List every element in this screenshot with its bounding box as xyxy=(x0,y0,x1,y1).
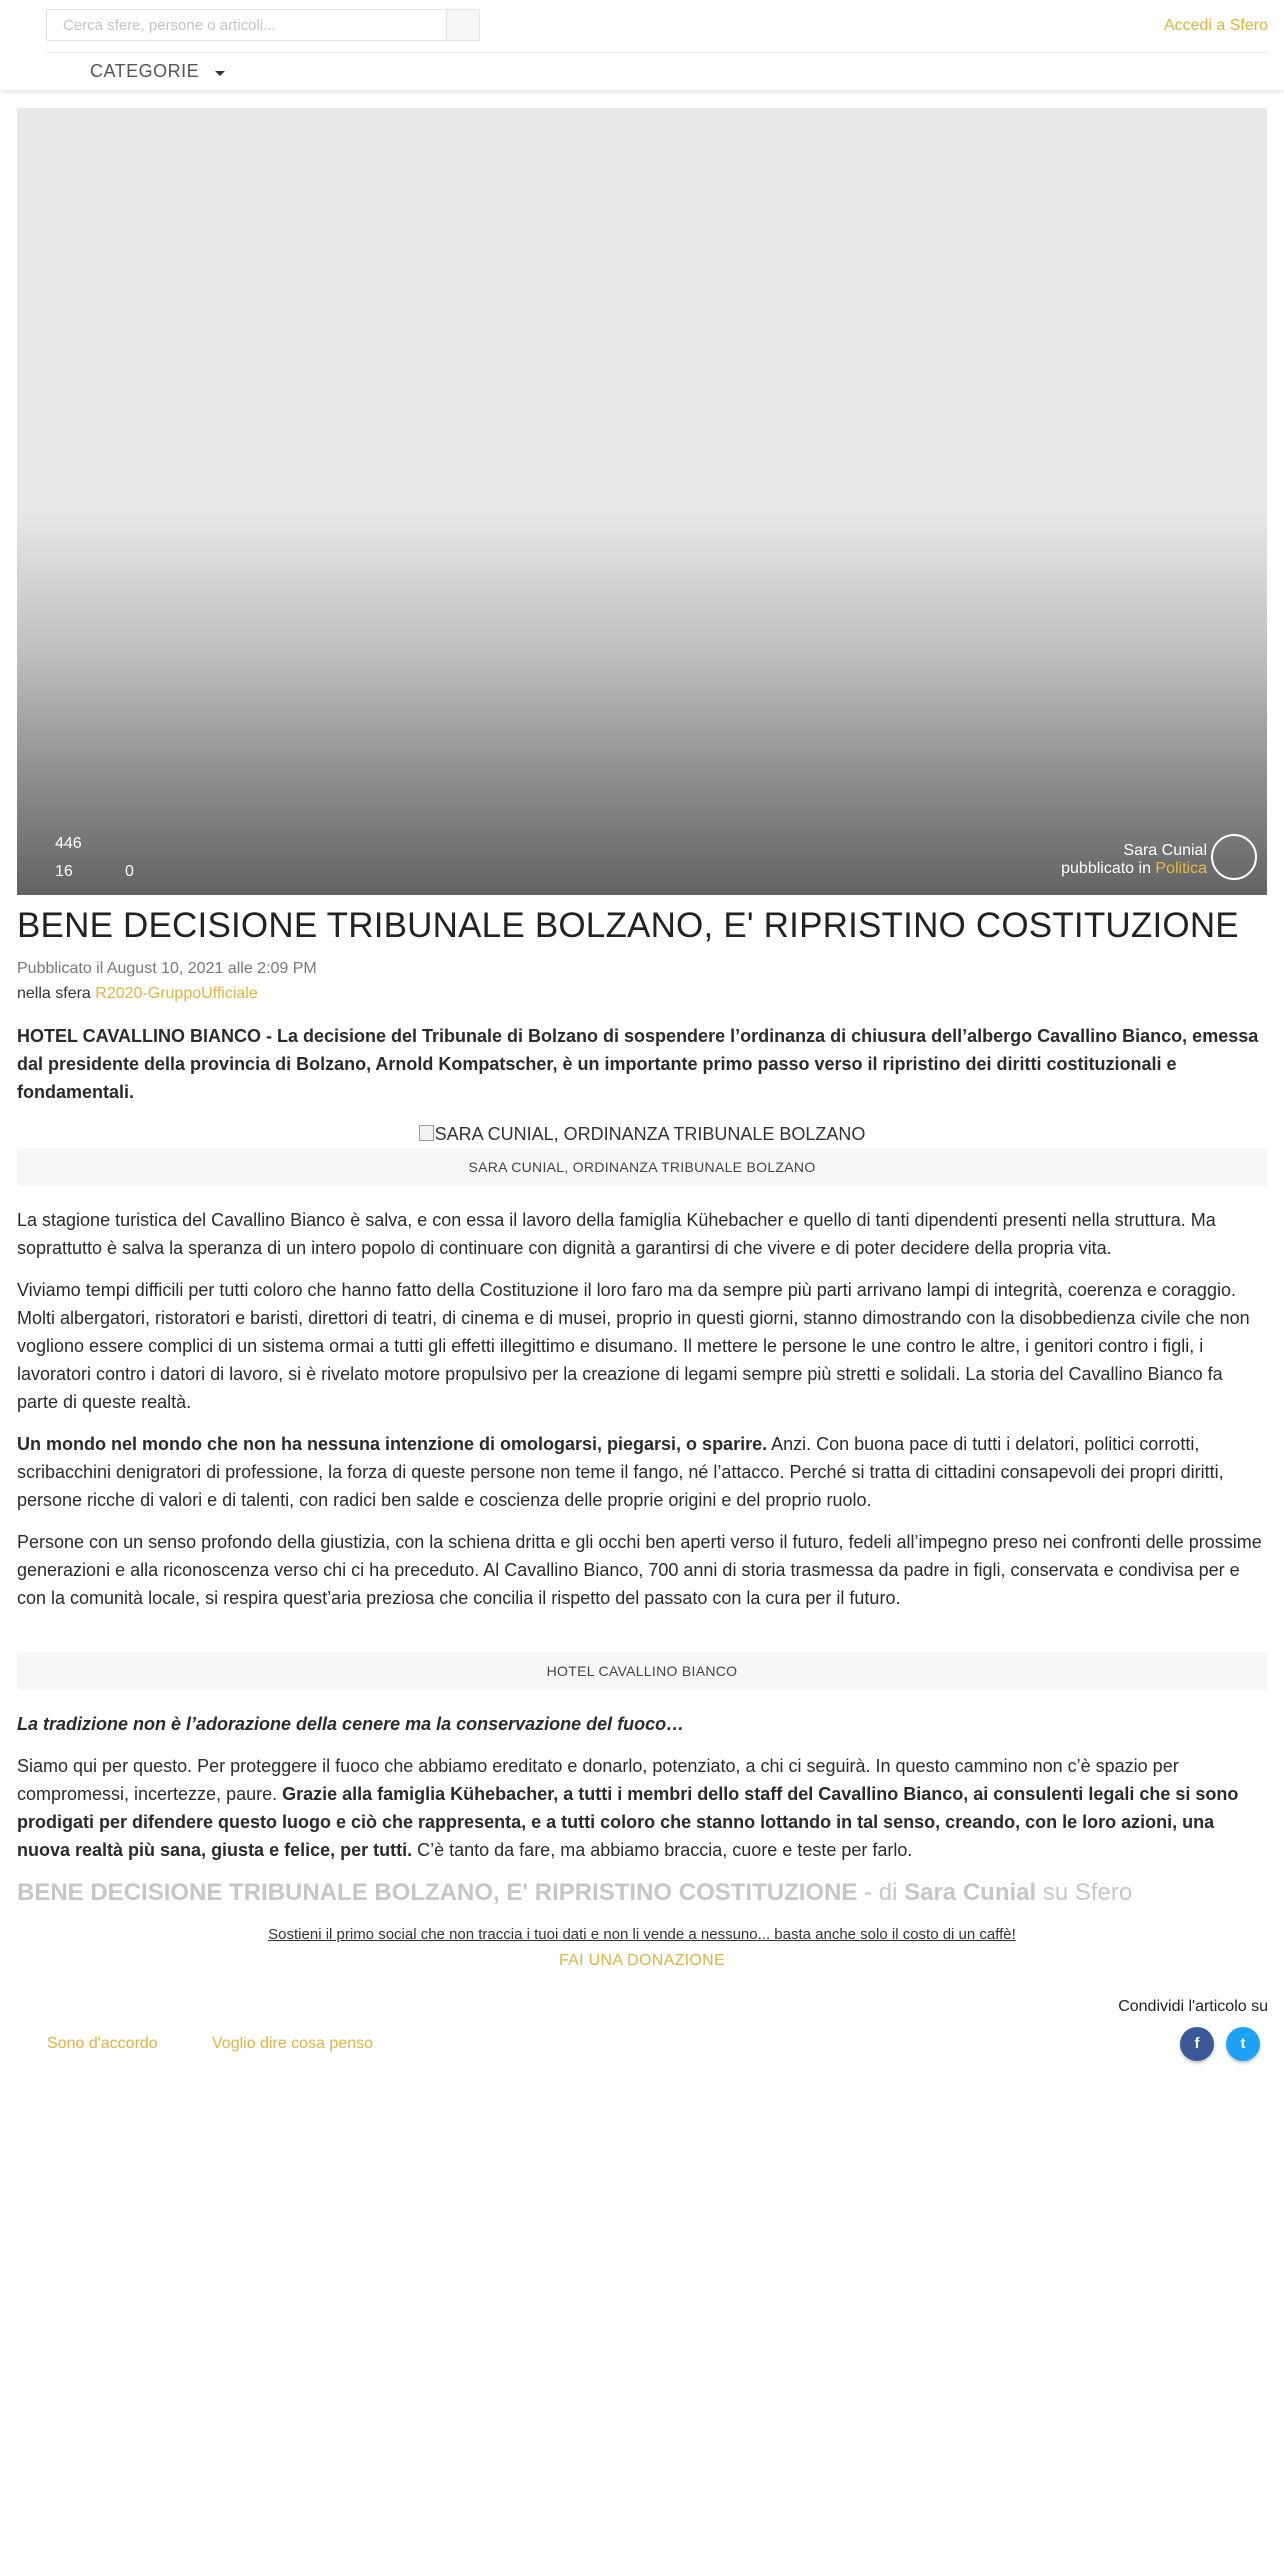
article-body xyxy=(17,1022,1267,1908)
author-info xyxy=(1061,842,1207,878)
paragraph-bold: Grazie alla famiglia Kühebacher, a tutti i membri dello staff del Cavallino Bianco, ai consulenti legali che si sono prodigati per difendere questo luogo e ciò che rappresenta, e a tutti coloro che stanno lottando in tal senso, creando, con le loro azioni, una nuova realtà più sana, giusta e felice, per tutti. xyxy=(17,1784,1239,1860)
article-image xyxy=(17,1120,1267,1148)
paragraph-text: C’è tanto da fare, ma abbiamo braccia, cuore e teste per farlo. xyxy=(412,1840,913,1860)
published-in xyxy=(1061,860,1207,878)
agree-button[interactable]: Sono d'accordo xyxy=(47,2035,158,2052)
quote: La tradizione non è l’adorazione della cenere ma la conservazione del fuoco… xyxy=(17,1714,685,1734)
views-count: 446 xyxy=(55,835,82,852)
published-in-prefix: pubblicato in xyxy=(1061,860,1151,877)
author-name[interactable]: Sara Cunial xyxy=(1123,842,1207,859)
image-spacer xyxy=(17,1626,1267,1652)
paragraph-bold: Un mondo nel mondo che non ha nessuna intenzione di omologarsi, piegarsi, o sparire. xyxy=(17,1434,768,1454)
image-alt-text: SARA CUNIAL, ORDINANZA TRIBUNALE BOLZANO xyxy=(434,1124,866,1144)
facebook-share-icon[interactable]: f xyxy=(1180,2027,1214,2061)
publish-date: Pubblicato il August 10, 2021 alle 2:09 PM xyxy=(17,960,317,977)
paragraph: La stagione turistica del Cavallino Bianco è salva, e con essa il lavoro della famiglia Kühebacher e quello di tanti dipendenti presenti nella struttura. Ma soprattutto è salva la speranza di un intero popolo di continuare con dignità a garantirsi di che vivere e di poter decidere della propria vita. xyxy=(17,1210,1216,1258)
comment-button[interactable]: Voglio dire cosa penso xyxy=(212,2035,373,2052)
navbar-divider xyxy=(46,52,1268,53)
category-link[interactable]: Politica xyxy=(1155,860,1207,877)
chevron-down-icon[interactable] xyxy=(215,71,225,76)
article-title: BENE DECISIONE TRIBUNALE BOLZANO, E' RIPRISTINO COSTITUZIONE xyxy=(17,906,1239,945)
paragraph: Viviamo tempi difficili per tutti coloro che hanno fatto della Costituzione il loro faro ma da sempre più parti arrivano lampi di integrità, coerenza e coraggio. Molti albergatori, ristoratori e baristi, direttori di teatri, di cinema e di musei, proprio in questi giorni, stanno dimostrando con la disobbedienza civile che non vogliono essere complici di un sistema ormai a tutti gli effetti illegittimo e disumano. Il mettere le persone le une contro le altre, i genitori contro i figli, i lavoratori contro i datori di lavoro, si è rivelato motore propulsivo per la creazione di legami sempre più stretti e solidali. La storia del Cavallino Bianco fa parte di queste realtà. xyxy=(17,1280,1250,1412)
comments-count: 0 xyxy=(125,863,134,880)
categories-menu[interactable]: CATEGORIE xyxy=(90,61,200,81)
sphere-info xyxy=(17,985,258,1003)
login-link[interactable]: Accedi a Sfero xyxy=(1163,17,1268,34)
signature-su: su Sfero xyxy=(1036,1879,1133,1906)
signature-author: Sara Cunial xyxy=(904,1879,1037,1906)
paragraph-text: Siamo qui per questo. Per proteggere il fuoco che abbiamo ereditato e donarlo, potenziato, a chi ci seguirà. In questo cammino non c’è spazio per compromessi, incertezze, paure. xyxy=(17,1756,1179,1804)
donate-button[interactable]: FAI UNA DONAZIONE xyxy=(558,1952,725,1969)
signature-di: - di xyxy=(857,1879,905,1906)
twitter-share-icon[interactable]: t xyxy=(1226,2027,1260,2061)
article-lead: HOTEL CAVALLINO BIANCO - La decisione del Tribunale di Bolzano di sospendere l’ordinanza di chiusura dell’albergo Cavallino Bianco, emessa dal presidente della provincia di Bolzano, Arnold Kompatscher, è un importante primo passo verso il ripristino dei diritti costituzionali e fondamentali. xyxy=(17,1026,1259,1102)
author-avatar[interactable] xyxy=(1211,834,1257,880)
paragraph-text: Anzi. Con buona pace di tutti i delatori, politici corrotti, scribacchini denigratori di professione, la forza di queste persone non teme il fango, né l’attacco. Perché si tratta di cittadini consapevoli dei propri diritti, persone ricche di valori e di talenti, con radici ben salde e coscienza delle proprie origini e del proprio ruolo. xyxy=(17,1434,1224,1510)
signature-title: BENE DECISIONE TRIBUNALE BOLZANO, E' RIPRISTINO COSTITUZIONE xyxy=(17,1879,858,1906)
top-navbar xyxy=(0,0,1284,90)
paragraph xyxy=(17,1752,1267,1864)
sphere-prefix: nella sfera xyxy=(17,985,91,1002)
hero-image xyxy=(17,108,1267,895)
image-caption: HOTEL CAVALLINO BIANCO xyxy=(17,1652,1267,1690)
paragraph: Persone con un senso profondo della giustizia, con la schiena dritta e gli occhi ben aperti verso il futuro, fedeli all’impegno preso nei confronti delle prossime generazioni e alla riconoscenza verso chi ci ha preceduto. Al Cavallino Bianco, 700 anni di storia trasmessa da padre in figli, conservata e condivisa per e con la comunità locale, si respira quest’aria preziosa che concilia il rispetto del passato con la cura per il futuro. xyxy=(17,1532,1262,1608)
likes-count: 16 xyxy=(55,863,73,880)
search-input[interactable] xyxy=(47,10,479,40)
search-button[interactable] xyxy=(446,10,479,40)
sphere-link[interactable]: R2020-GruppoUfficiale xyxy=(95,985,258,1002)
paragraph xyxy=(17,1430,1267,1514)
share-label: Condividi l'articolo su xyxy=(1118,1998,1268,2015)
image-caption: SARA CUNIAL, ORDINANZA TRIBUNALE BOLZANO xyxy=(17,1148,1267,1186)
search-box xyxy=(46,9,480,41)
article-signature xyxy=(17,1878,1267,1908)
support-link[interactable]: Sostieni il primo social che non traccia i tuoi dati e non li vende a nessuno... basta anche solo il costo di un caffè! xyxy=(268,1926,1016,1943)
broken-image-icon xyxy=(419,1125,434,1141)
